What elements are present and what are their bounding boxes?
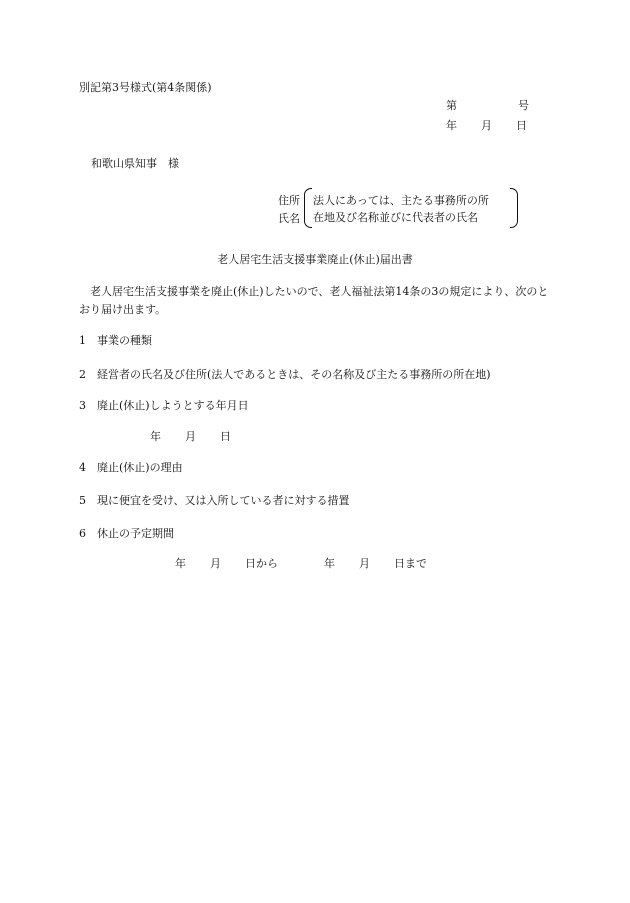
item-5 [79, 494, 350, 508]
item-3-date [150, 430, 231, 444]
item-text: 廃止(休止)の理由 [97, 461, 183, 474]
date-year: 年 [446, 119, 457, 132]
period-to-day: 日まで [394, 557, 427, 570]
period-from-month: 月 [210, 557, 221, 570]
document-number-line [446, 99, 529, 113]
left-bracket [304, 188, 312, 228]
item-text: 休止の予定期間 [97, 527, 174, 540]
name-label: 氏名 [278, 212, 300, 225]
period-to-month: 月 [359, 557, 370, 570]
right-bracket [510, 188, 518, 228]
item-number: 1 [79, 334, 86, 347]
item3-year: 年 [150, 430, 161, 443]
document-title: 老人居宅生活支援事業廃止(休止)届出書 [217, 253, 413, 266]
addressee: 和歌山県知事 様 [91, 157, 179, 170]
submission-date-line [446, 119, 527, 133]
applicant-note-line2: 在地及び名称並びに代表者の氏名 [313, 211, 478, 224]
item-text: 経営者の氏名及び住所(法人であるときは、その名称及び主たる事務所の所在地) [97, 368, 491, 381]
item-number: 6 [79, 527, 86, 540]
applicant-note-line1: 法人にあっては、主たる事務所の所 [313, 194, 489, 207]
period-from-day: 日から [245, 557, 278, 570]
number-suffix: 号 [518, 99, 529, 112]
form-reference: 別記第3号様式(第4条関係) [79, 81, 212, 94]
applicant-note-bracket [304, 188, 518, 226]
item-1 [79, 334, 152, 348]
suspension-period [175, 557, 427, 571]
item-number: 5 [79, 494, 86, 507]
number-prefix: 第 [446, 99, 457, 112]
item3-month: 月 [185, 430, 196, 443]
item-number: 3 [79, 399, 86, 412]
item-number: 2 [79, 368, 86, 381]
item-text: 事業の種類 [97, 334, 152, 347]
period-from-year: 年 [175, 557, 186, 570]
item-6 [79, 527, 174, 541]
item-2 [79, 368, 491, 382]
period-to-year: 年 [324, 557, 335, 570]
item-4 [79, 461, 183, 475]
date-month: 月 [481, 119, 492, 132]
item3-day: 日 [220, 430, 231, 443]
item-text: 現に便宜を受け、又は入所している者に対する措置 [97, 494, 350, 507]
body-paragraph: 老人居宅生活支援事業を廃止(休止)したいので、老人福祉法第14条の3の規定により、次のとおり届け出ます。 [79, 285, 549, 316]
address-label: 住所 [278, 194, 300, 207]
item-number: 4 [79, 461, 86, 474]
item-3 [79, 399, 249, 413]
item-text: 廃止(休止)しようとする年月日 [97, 399, 249, 412]
date-day: 日 [516, 119, 527, 132]
